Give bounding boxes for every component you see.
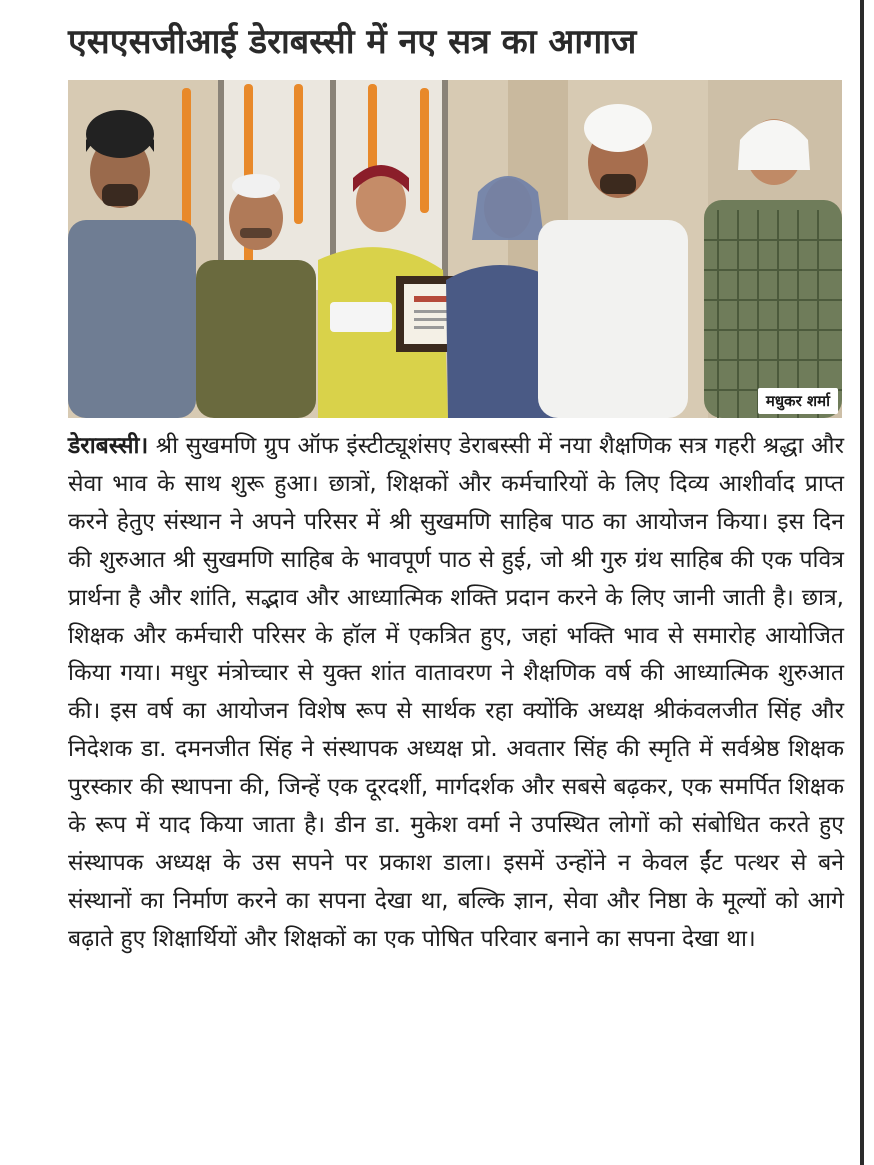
group-photo-illustration: [68, 80, 842, 418]
news-photo: [68, 80, 842, 418]
article-text: श्री सुखमणि ग्रुप ऑफ इंस्टीट्यूशंसए डेराबस्सी में नया शैक्षणिक सत्र गहरी श्रद्धा और सेवा भाव के साथ शुरू हुआ। छात्रों, शिक्षकों और कर्मचारियों के लिए दिव्य आशीर्वाद प्राप्त करने हेतुए संस्थान ने अपने परिसर में श्री सुखमणि साहिब पाठ का आयोजन किया। इस दिन की शुरुआत श्री सुखमणि साहिब के भावपूर्ण पाठ से हुई, जो श्री गुरु ग्रंथ साहिब की एक पवित्र प्रार्थना है और शांति, सद्भाव और आध्यात्मिक शक्ति प्रदान करने के लिए जानी जाती है। छात्र, शिक्षक और कर्मचारी परिसर के हॉल में एकत्रित हुए, जहां भक्ति भाव से समारोह आयोजित किया गया। मधुर मंत्रोच्चार से युक्त शांत वातावरण ने शैक्षणिक वर्ष की आध्यात्मिक शुरुआत की। इस वर्ष का आयोजन विशेष रूप से सार्थक रहा क्योंकि अध्यक्ष श्रीकंवलजीत सिंह और निदेशक डा. दमनजीत सिंह ने संस्थापक अध्यक्ष प्रो. अवतार सिंह की स्मृति में सर्वश्रेष्ठ शिक्षक पुरस्कार की स्थापना की, जिन्हें एक दूरदर्शी, मार्गदर्शक और सबसे बढ़कर, एक समर्पित शिक्षक के रूप में याद किया जाता है। डीन डा. मुकेश वर्मा ने उपस्थित लोगों को संबोधित करते हुए संस्थापक अध्यक्ष के उस सपने पर प्रकाश डाला। इसमें उन्होंने न केवल ईंट पत्थर से बने संस्थानों का निर्माण करने का सपना देखा था, बल्कि ज्ञान, सेवा और निष्ठा के मूल्यों को आगे बढ़ाते हुए शिक्षार्थियों और शिक्षकों का एक पोषित परिवार बनाने का सपना देखा था।: [68, 433, 844, 952]
article-body: [68, 428, 844, 959]
column-rule: [860, 0, 864, 1165]
headline: एसएसजीआई डेराबस्सी में नए सत्र का आगाज: [68, 22, 637, 62]
photo-credit: मधुकर शर्मा: [758, 388, 838, 414]
article-dateline: डेराबस्सी।: [68, 433, 149, 459]
